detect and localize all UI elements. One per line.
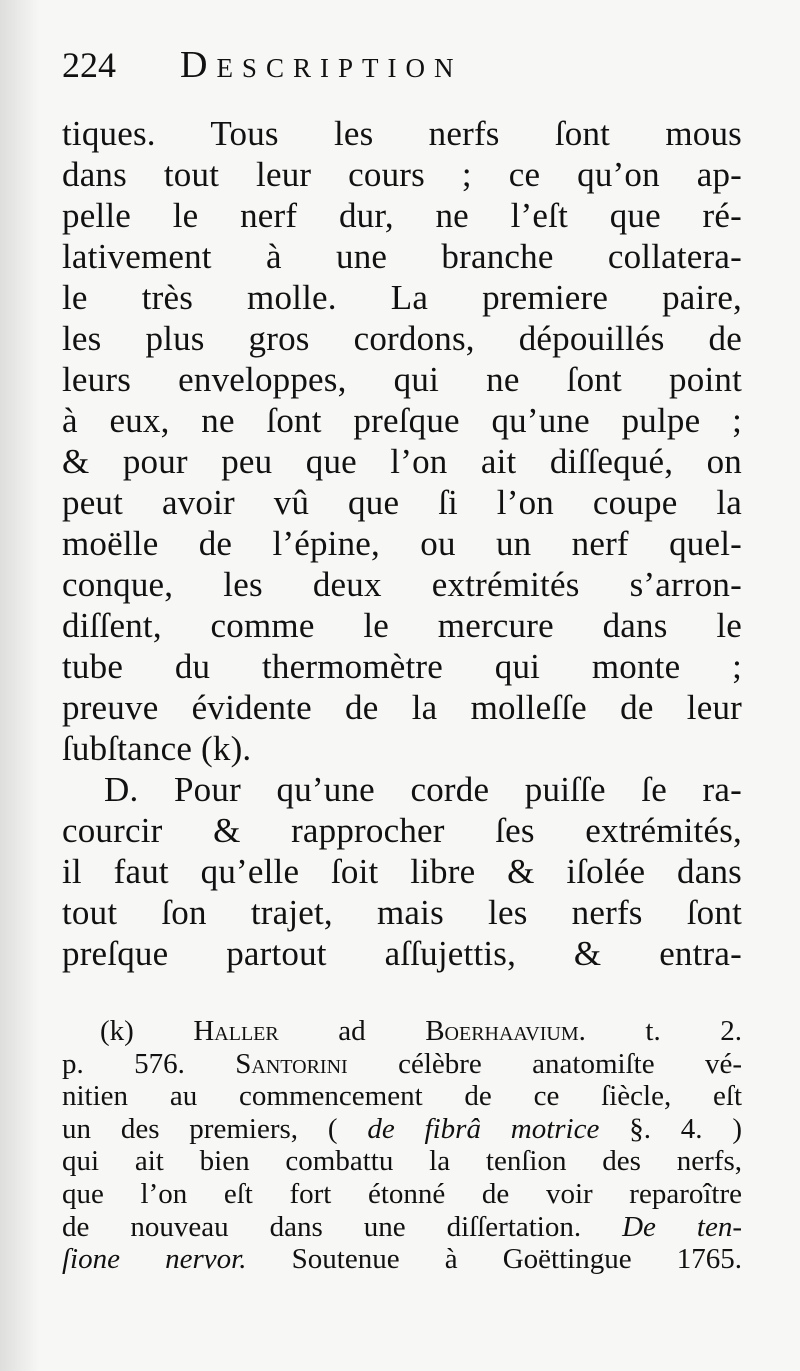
body-line: tiques. Tous les nerfs ſont mous	[62, 114, 742, 153]
running-head: Description	[180, 44, 463, 86]
body-line: tube du thermomètre qui monte ;	[62, 647, 742, 686]
footnote-text: célèbre anatomiſte vé-	[398, 1047, 742, 1080]
body-line: dans tout leur cours ; ce qu’on ap-	[62, 155, 742, 194]
footnote-italic: ſione nervor.	[62, 1243, 247, 1276]
body-line: moëlle de l’épine, ou un nerf quel-	[62, 524, 742, 563]
body-line: pelle le nerf dur, ne l’eſt que ré-	[62, 196, 742, 235]
body-line: peut avoir vû que ſi l’on coupe la	[62, 483, 742, 522]
footnote-author: Boerhaavium.	[425, 1015, 586, 1047]
body-line: tout ſon trajet, mais les nerfs ſont	[62, 893, 742, 932]
footnote-text: Soutenue à Goëttingue 1765.	[291, 1243, 742, 1276]
body-text	[62, 113, 742, 974]
body-line: lativement à une branche collatera-	[62, 237, 742, 276]
body-line: le très molle. La premiere paire,	[62, 278, 742, 317]
footnote-line	[62, 1015, 742, 1048]
body-line: à eux, ne ſont preſque qu’une pulpe ;	[62, 401, 742, 440]
body-line: diſſent, comme le mercure dans le	[62, 606, 742, 645]
footnote-author: Haller	[193, 1015, 279, 1047]
body-line: ſubſtance (k).	[62, 729, 252, 768]
body-line: leurs enveloppes, qui ne ſont point	[62, 360, 742, 399]
body-line: D. Pour qu’une corde puiſſe ſe ra-	[104, 770, 742, 809]
page-number: 224	[62, 45, 116, 85]
footnote-line	[62, 1048, 742, 1081]
page-header	[62, 38, 762, 92]
body-line: conque, les deux extrémités s’arron-	[62, 565, 742, 604]
body-line: les plus gros cordons, dépouillés de	[62, 319, 742, 358]
body-line: courcir & rapprocher ſes extrémités,	[62, 811, 742, 850]
footnote-line: que l’on eſt fort étonné de voir reparoître	[62, 1177, 742, 1210]
footnote-line	[62, 1211, 742, 1244]
footnote-author: Santorini	[235, 1047, 348, 1080]
body-line: preſque partout aſſujettis, & entra-	[62, 934, 742, 973]
footnote-marker: (k)	[100, 1015, 134, 1047]
body-line: preuve évidente de la molleſſe de leur	[62, 688, 742, 727]
body-line: & pour peu que l’on ait diſſequé, on	[62, 442, 742, 481]
footnote-text: p. 576.	[62, 1047, 185, 1080]
footnote-line: nitien au commencement de ce ſiècle, eſt	[62, 1080, 742, 1113]
footnote-line: qui ait bien combattu la tenſion des nerfs,	[62, 1145, 742, 1178]
footnote-text: de nouveau dans une diſſertation.	[62, 1210, 582, 1243]
footnote-line	[62, 1243, 742, 1276]
body-line: il faut qu’elle ſoit libre & iſolée dans	[62, 852, 742, 891]
footnote-k	[62, 1015, 742, 1276]
footnote-text: t. 2.	[645, 1015, 742, 1047]
footnote-text: §. 4. )	[629, 1112, 742, 1145]
footnote-italic: De ten-	[622, 1210, 743, 1243]
footnote-text: ad	[338, 1015, 366, 1047]
footnote-text: un des premiers, (	[62, 1112, 338, 1145]
footnote-line	[62, 1113, 742, 1146]
footnote-italic: de fibrâ motrice	[367, 1112, 600, 1145]
